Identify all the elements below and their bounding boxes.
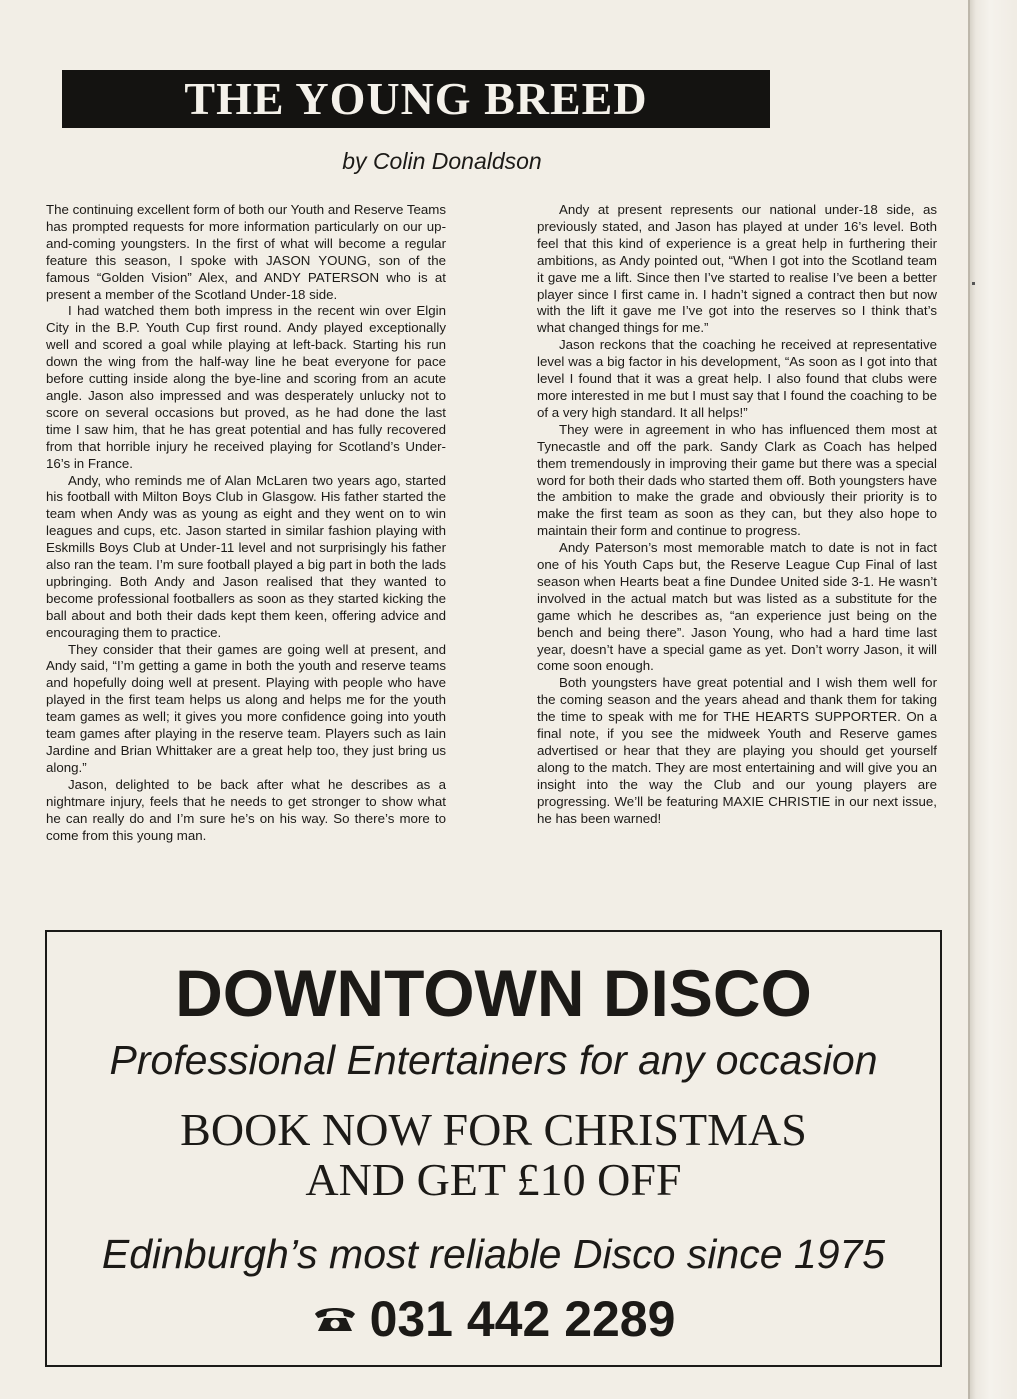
advert-tagline: Professional Entertainers for any occasion <box>109 1037 878 1083</box>
paragraph: Andy at present represents our national under-18 side, as previously stated, and Jason has played at under 16’s level. Both feel that this kind of experience is a great help in furthering their ambitions, as Andy pointed out, “When I got into the Scotland team it gave me a lift. Since then I’ve started to realise I’ve been a better player since I first came in. I hadn’t signed a contract then but now with the lift it gave me I’ve got into the reserves so I think that’s what changed things for me.” <box>537 202 937 336</box>
article-title: THE YOUNG BREED <box>184 73 648 124</box>
paragraph: They were in agreement in who has influenced them most at Tynecastle and off the park. Sandy Clark as Coach has helped them tremendously in improving their game but there was a special word for both their dads who started them off. Both youngsters have the ambition to make the grade and obviously their priority is to make the first team as soon as they can, but they also hope to maintain their form and continue to progress. <box>537 421 937 539</box>
disco-advert <box>45 930 942 1367</box>
advert-offer <box>47 1105 940 1205</box>
paragraph: Both youngsters have great potential and I wish them well for the coming season and the years ahead and thank them for taking the time to speak with me for THE HEARTS SUPPORTER. On a final note, if you see the midweek Youth and Reserve games advertised or hear that they are playing you should get yourself along to the match. They are most entertaining and will give you an insight into the way the Club and our young players are progressing. We’ll be featuring MAXIE CHRISTIE in our next issue, he has been warned! <box>537 675 937 826</box>
paragraph: Andy Paterson’s most memorable match to date is not in fact one of his Youth Caps but, the Reserve League Cup Final of last season when Hearts beat a fine Dundee United side 3-1. He wasn’t involved in the actual match but was listed as a substitute for the game which he describes as, “an experience just being on the bench and being there”. Jason Young, who had a hard time last year, doesn’t have a special game as yet. Don’t worry Jason, it will come soon enough. <box>537 540 937 674</box>
advert-offer-line: AND GET £10 OFF <box>305 1154 682 1205</box>
paragraph: The continuing excellent form of both our Youth and Reserve Teams has prompted requests for more information particularly on our up-and-coming youngsters. In the first of what will become a regular feature this season, I spoke with JASON YOUNG, son of the famous “Golden Vision” Alex, and ANDY PATERSON who is at present a member of the Scotland Under-18 side. <box>46 202 446 302</box>
advert-phone-number: 031 442 2289 <box>369 1291 676 1347</box>
adjacent-page-edge <box>968 0 1017 1399</box>
advert-reliability: Edinburgh’s most reliable Disco since 1975 <box>101 1231 886 1277</box>
paragraph: Jason reckons that the coaching he received at representative level was a big factor in his development, “As soon as I got into that level I found that it was a great help. I also found that clubs were more interested in me but I must say that I found the coaching to be of a very high standard. It all helps!” <box>537 337 937 420</box>
paragraph: I had watched them both impress in the recent win over Elgin City in the B.P. Youth Cup first round. Andy played exceptionally well and scored a goal while playing at left-back. Starting his run down the wing from the half-way line he beat everyone for pace before cutting inside along the bye-line and scoring from an acute angle. Jason also impressed and was desperately unlucky not to score on several occasions but proved, as he had done the last time I saw him, that he has great potential and has fully recovered from that horrible injury he received playing for Scotland’s Under-16’s in France. <box>46 303 446 471</box>
paragraph: Jason, delighted to be back after what he describes as a nightmare injury, feels that he needs to get stronger to show what he can really do and I’m sure he’s on his way. So there’s more to come from this young man. <box>46 776 446 843</box>
paragraph: Andy, who reminds me of Alan McLaren two years ago, started his football with Milton Boys Club in Glasgow. His father started the team when Andy was as young as eight and they went on to win leagues and cups, etc. Jason started in similar fashion playing with Eskmills Boys Club at Under-11 level and not surprisingly his father also ran the team. I’m sure football played a big part in both the lads upbringing. Both Andy and Jason realised that they wanted to become professional footballers as soon as they started kicking the ball about and both their dads kept them keen, offering advice and encouraging them to practice. <box>46 472 446 640</box>
article-column-left <box>46 202 446 844</box>
paragraph: They consider that their games are going well at present, and Andy said, “I’m getting a game in both the youth and reserve teams and hopefully doing well at present. Playing with people who have played in the first team helps us along and helps me for the youth team games as well; it gives you more confidence going into youth team games after playing in the reserve team. Players such as Iain Jardine and Brian Whittaker are a great help too, they just bring us along.” <box>46 641 446 775</box>
headline-banner <box>62 70 770 128</box>
advert-title: DOWNTOWN DISCO <box>175 956 812 1030</box>
telephone-icon <box>312 1304 358 1334</box>
advert-phone-row <box>47 1291 940 1347</box>
article-byline: by Colin Donaldson <box>342 148 542 174</box>
margin-speck <box>972 282 975 285</box>
article-column-right <box>537 202 937 828</box>
advert-offer-line: BOOK NOW FOR CHRISTMAS <box>180 1104 807 1155</box>
